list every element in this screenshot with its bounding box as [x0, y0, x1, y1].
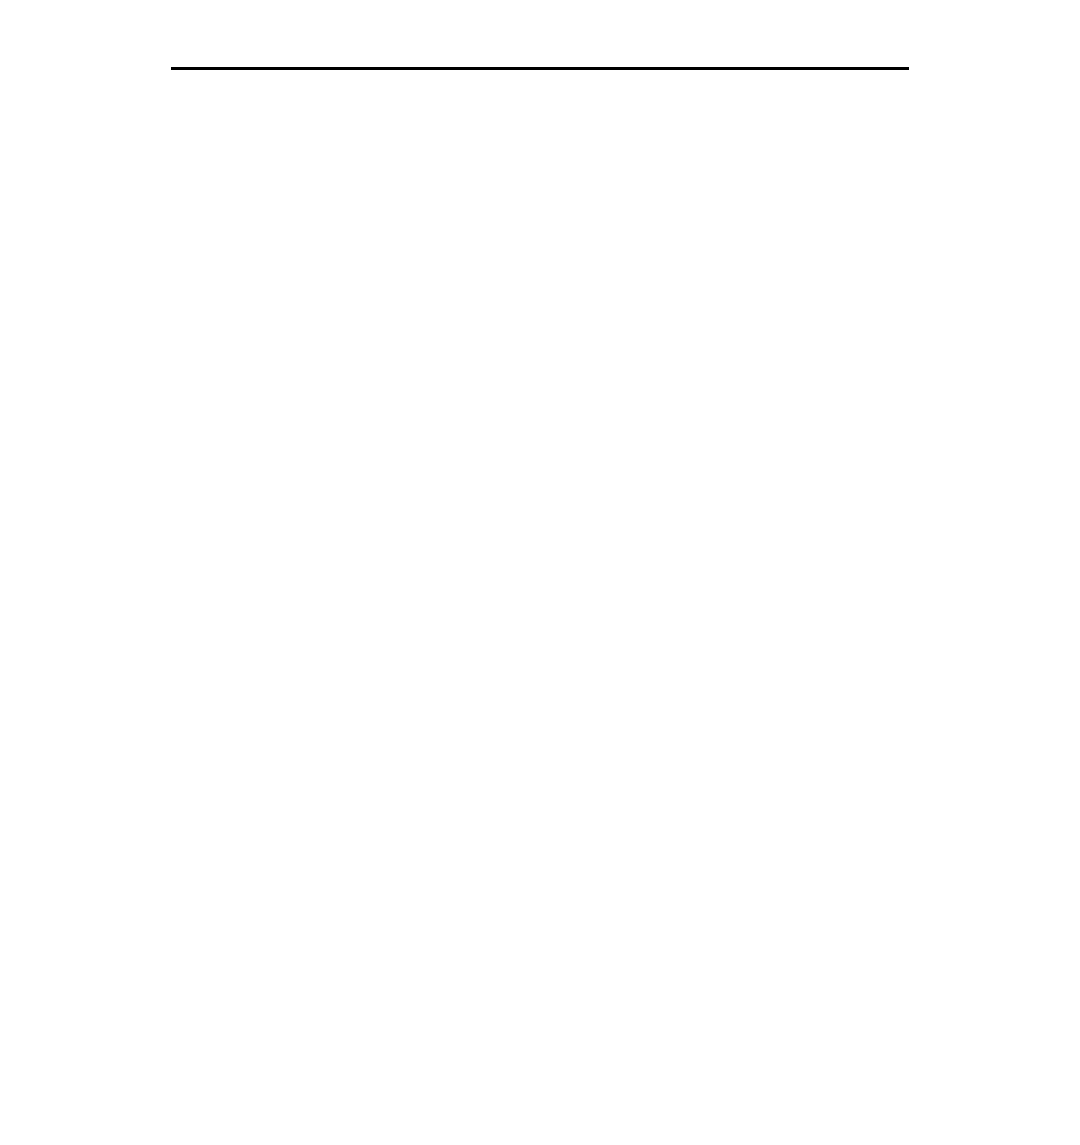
toc-page [171, 44, 909, 123]
running-header [171, 44, 909, 66]
header-rule [171, 67, 909, 70]
major-section-title [171, 82, 909, 112]
